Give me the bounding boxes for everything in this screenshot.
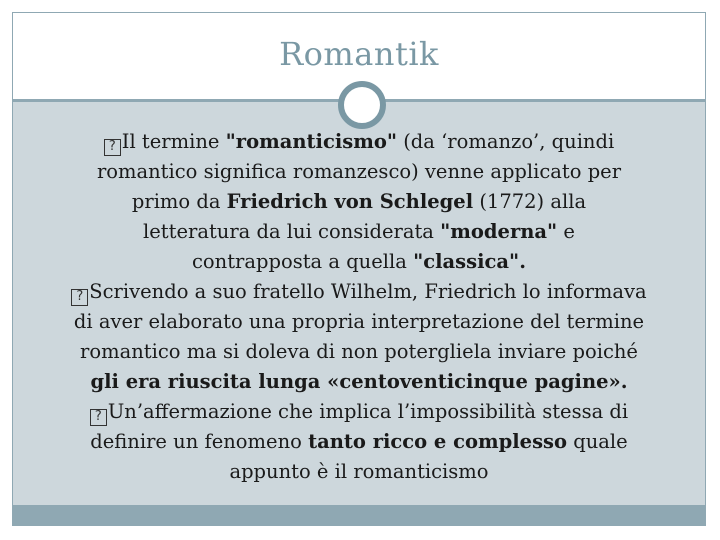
text: Il termine	[121, 130, 226, 153]
text: Scrivendo a suo fratello Wilhelm, Friedrich lo informava	[89, 280, 647, 303]
slide-title: Romantik	[279, 35, 439, 73]
decorative-ring-icon	[338, 81, 386, 129]
text: e	[557, 220, 575, 243]
text: definire un fenomeno	[90, 430, 309, 453]
bold-text: Friedrich von Schlegel	[226, 190, 474, 213]
missing-glyph-bullet-icon: ?	[71, 289, 88, 306]
text: romantico ma si doleva di non potergliela inviare poiché	[80, 340, 638, 363]
text: (1772) alla	[473, 190, 587, 213]
text: Un’affermazione che implica l’impossibilità stessa di	[107, 400, 629, 423]
bold-text: "classica".	[413, 250, 526, 273]
bold-text: "moderna"	[440, 220, 558, 243]
footer-bar	[13, 505, 705, 525]
text: primo da	[131, 190, 227, 213]
text: romantico significa romanzesco) venne applicato per	[96, 160, 622, 183]
slide	[12, 12, 706, 526]
text: di aver elaborato una propria interpretazione del termine	[73, 310, 645, 333]
missing-glyph-bullet-icon: ?	[90, 409, 107, 426]
bold-text: tanto ricco e complesso	[308, 430, 568, 453]
text: contrapposta a quella	[192, 250, 414, 273]
text: quale	[567, 430, 628, 453]
text: appunto è il romanticismo	[229, 460, 489, 483]
bold-text: gli era riuscita lunga «centoventicinque pagine».	[90, 370, 628, 393]
text: (da ‘romanzo’, quindi	[397, 130, 615, 153]
paragraph-2	[13, 277, 705, 397]
slide-body	[13, 127, 705, 487]
missing-glyph-bullet-icon: ?	[104, 139, 121, 156]
paragraph-1	[13, 127, 705, 277]
paragraph-3	[13, 397, 705, 487]
text: letteratura da lui considerata	[143, 220, 441, 243]
bold-text: "romanticismo"	[225, 130, 397, 153]
